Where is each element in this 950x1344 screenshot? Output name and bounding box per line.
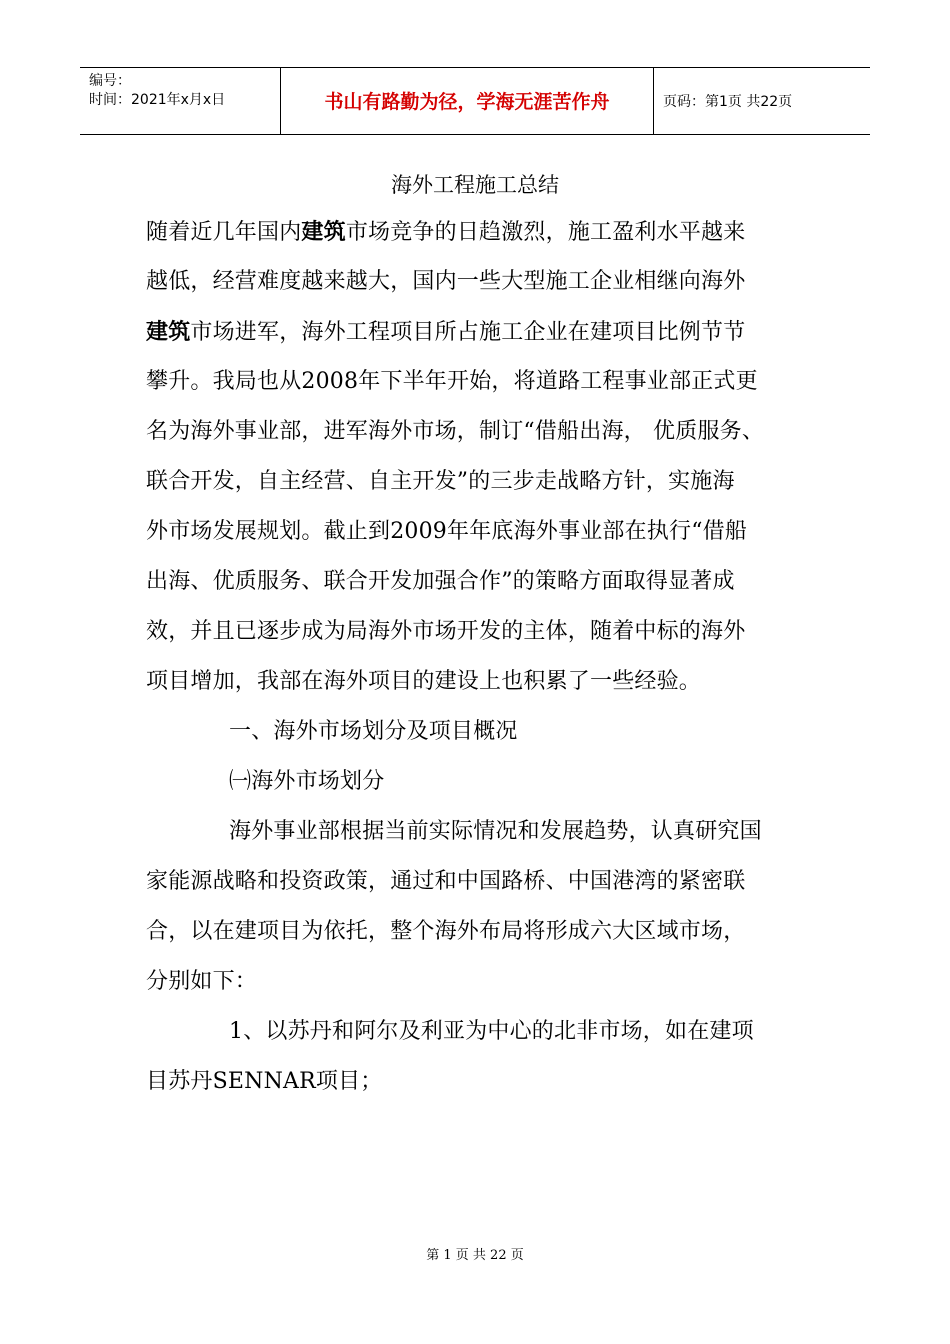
header-page-cell (654, 68, 870, 134)
body-line: 越低，经营难度越来越大，国内一些大型施工企业相继向海外 (146, 269, 746, 294)
section-heading: 一、海外市场划分及项目概况 (229, 719, 518, 744)
body-line: 外市场发展规划。截止到2009年年底海外事业部在执行“借船 (146, 519, 748, 544)
text-run: 市场进军，海外工程项目所占施工企业在建项目比例节节 (190, 320, 746, 345)
body-line: 名为海外事业部，进军海外市场，制订“借船出海， 优质服务、 (146, 419, 765, 444)
body-line: 合，以在建项目为依托，整个海外布局将形成六大区域市场， (146, 919, 746, 944)
body-line: 攀升。我局也从2008年下半年开始，将道路工程事业部正式更 (146, 369, 758, 394)
list-item-line: 目苏丹SENNAR项目； (146, 1069, 383, 1094)
body-line (146, 217, 745, 248)
list-item-line: 1、以苏丹和阿尔及利亚为中心的北非市场，如在建项 (229, 1019, 754, 1044)
subsection-heading: ㈠海外市场划分 (229, 769, 385, 794)
page-info: 页码：第1页 共22页 (663, 94, 793, 110)
body-line: 家能源战略和投资政策，通过和中国路桥、中国港湾的紧密联 (146, 869, 746, 894)
bold-term: 建筑 (301, 219, 346, 245)
body-line (146, 317, 745, 348)
header-left-cell (80, 68, 281, 134)
page-footer: 第 1 页 共 22 页 (426, 1248, 524, 1263)
header-motto-cell (281, 68, 654, 134)
body-line: 项目增加，我部在海外项目的建设上也积累了一些经验。 (146, 669, 702, 694)
time-label: 时间：2021年x月x日 (89, 92, 226, 108)
document-title: 海外工程施工总结 (391, 173, 559, 197)
body-line: 出海、优质服务、联合开发加强合作”的策略方面取得显著成 (146, 569, 735, 594)
bold-term: 建筑 (146, 319, 191, 345)
text-run: 市场竞争的日趋激烈，施工盈利水平越来 (345, 220, 746, 245)
body-line: 海外事业部根据当前实际情况和发展趋势，认真研究国 (229, 819, 762, 844)
body-line: 联合开发，自主经营、自主开发”的三步走战略方针，实施海 (146, 469, 735, 494)
body-line: 分别如下： (146, 969, 258, 994)
header-table (80, 67, 870, 135)
text-run: 随着近几年国内 (146, 220, 302, 245)
body-line: 效，并且已逐步成为局海外市场开发的主体，随着中标的海外 (146, 619, 746, 644)
doc-number-label: 编号： (89, 73, 131, 89)
motto: 书山有路勤为径，学海无涯苦作舟 (324, 91, 610, 113)
